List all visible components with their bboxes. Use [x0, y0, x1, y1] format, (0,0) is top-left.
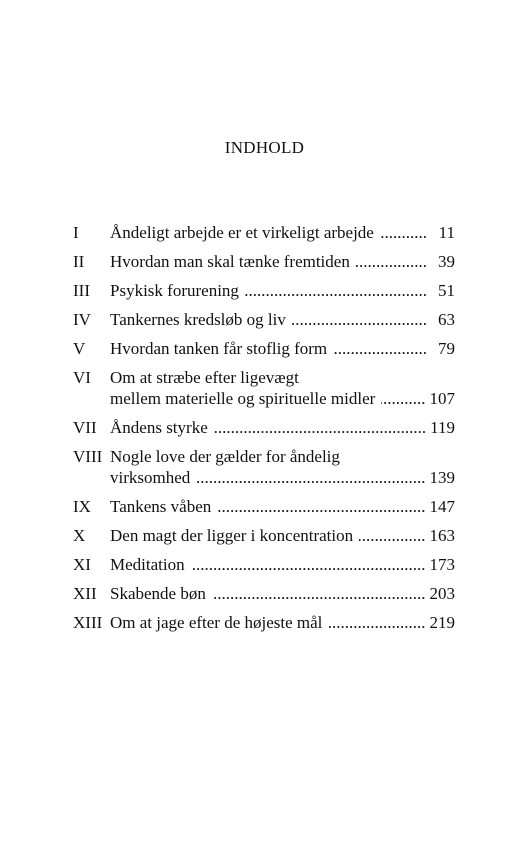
table-of-contents: [73, 222, 455, 641]
toc-entry: [73, 496, 455, 517]
chapter-number: XI: [73, 555, 91, 574]
toc-entry: [73, 251, 455, 272]
chapter-title-block: [110, 309, 455, 330]
chapter-title-block: [110, 612, 455, 633]
chapter-title-line: [110, 280, 455, 301]
chapter-title: Tankens våben: [110, 497, 212, 516]
toc-entry: [73, 446, 455, 488]
dot-leader: [359, 525, 425, 546]
chapter-title-block: [110, 554, 455, 575]
page-number: 139: [429, 468, 455, 487]
chapter-title: Hvordan man skal tænke fremtiden: [110, 252, 350, 271]
chapter-title-line: [110, 583, 455, 604]
chapter-title: mellem materielle og spirituelle midler: [110, 389, 376, 408]
chapter-title: Åndeligt arbejde er et virkeligt arbejde: [110, 223, 374, 242]
chapter-number: III: [73, 281, 90, 300]
page-number: 39: [438, 252, 455, 271]
toc-entry: [73, 554, 455, 575]
dot-leader: [212, 583, 426, 604]
dot-leader: [217, 496, 425, 517]
chapter-title: Hvordan tanken får stoflig form: [110, 339, 328, 358]
chapter-number: XII: [73, 584, 97, 603]
page-number: 173: [429, 555, 455, 574]
chapter-title-line: [110, 612, 455, 633]
chapter-title-line: [110, 367, 455, 388]
page-number: 119: [430, 418, 455, 437]
chapter-title-line: [110, 388, 455, 409]
chapter-title-block: [110, 280, 455, 301]
chapter-number: II: [73, 252, 85, 271]
chapter-title-line: [110, 446, 455, 467]
toc-entry: [73, 280, 455, 301]
chapter-number: VIII: [73, 447, 103, 466]
page-title: INDHOLD: [224, 138, 305, 157]
chapter-title-block: [110, 496, 455, 517]
chapter-number: V: [73, 339, 86, 358]
dot-leader: [196, 467, 425, 488]
dot-leader: [333, 338, 427, 359]
toc-entry: [73, 525, 455, 546]
toc-entry: [73, 309, 455, 330]
chapter-title: Meditation: [110, 555, 185, 574]
chapter-title: Psykisk forurening: [110, 281, 239, 300]
chapter-title-line: [110, 554, 455, 575]
page-number: 147: [429, 497, 455, 516]
dot-leader: [245, 280, 427, 301]
chapter-title-block: [110, 251, 455, 272]
chapter-title-line: [110, 222, 455, 243]
chapter-number: IX: [73, 497, 91, 516]
chapter-title: Om at jage efter de højeste mål: [110, 613, 323, 632]
chapter-title: Den magt der ligger i koncentration: [110, 526, 354, 545]
chapter-title: Nogle love der gælder for åndelig: [110, 447, 340, 466]
chapter-title-block: [110, 583, 455, 604]
chapter-title-line: [110, 338, 455, 359]
chapter-title: Tankernes kredsløb og liv: [110, 310, 286, 329]
chapter-title: Åndens styrke: [110, 418, 208, 437]
page-number: 51: [438, 281, 455, 300]
toc-entry: [73, 612, 455, 633]
chapter-title: Om at stræbe efter ligevægt: [110, 368, 299, 387]
page-number: 107: [429, 389, 455, 408]
chapter-title-block: [110, 338, 455, 359]
chapter-number: I: [73, 223, 79, 242]
dot-leader: [380, 222, 427, 243]
dot-leader: [356, 251, 427, 272]
chapter-title-block: [110, 367, 455, 409]
chapter-title-line: [110, 417, 455, 438]
toc-entry: [73, 222, 455, 243]
dot-leader: [292, 309, 427, 330]
chapter-title-line: [110, 251, 455, 272]
chapter-title-block: [110, 222, 455, 243]
chapter-title-block: [110, 417, 455, 438]
chapter-number: X: [73, 526, 86, 545]
chapter-title-line: [110, 467, 455, 488]
page-number: 11: [438, 223, 455, 242]
chapter-title-block: [110, 446, 455, 488]
page-number: 203: [429, 584, 455, 603]
page-number: 163: [429, 526, 455, 545]
chapter-title: Skabende bøn: [110, 584, 206, 603]
chapter-number: VI: [73, 368, 91, 387]
toc-entry: [73, 583, 455, 604]
dot-leader: [214, 417, 426, 438]
toc-entry: [73, 338, 455, 359]
chapter-number: IV: [73, 310, 91, 329]
dot-leader: [328, 612, 425, 633]
dot-leader: [381, 388, 425, 409]
toc-entry: [73, 417, 455, 438]
page-number: 63: [438, 310, 455, 329]
chapter-title-line: [110, 525, 455, 546]
page-number: 219: [429, 613, 455, 632]
chapter-number: VII: [73, 418, 97, 437]
dot-leader: [191, 554, 426, 575]
toc-entry: [73, 367, 455, 409]
chapter-title-line: [110, 496, 455, 517]
chapter-title-line: [110, 309, 455, 330]
chapter-number: XIII: [73, 613, 103, 632]
page-number: 79: [438, 339, 455, 358]
chapter-title: virksomhed: [110, 468, 191, 487]
chapter-title-block: [110, 525, 455, 546]
